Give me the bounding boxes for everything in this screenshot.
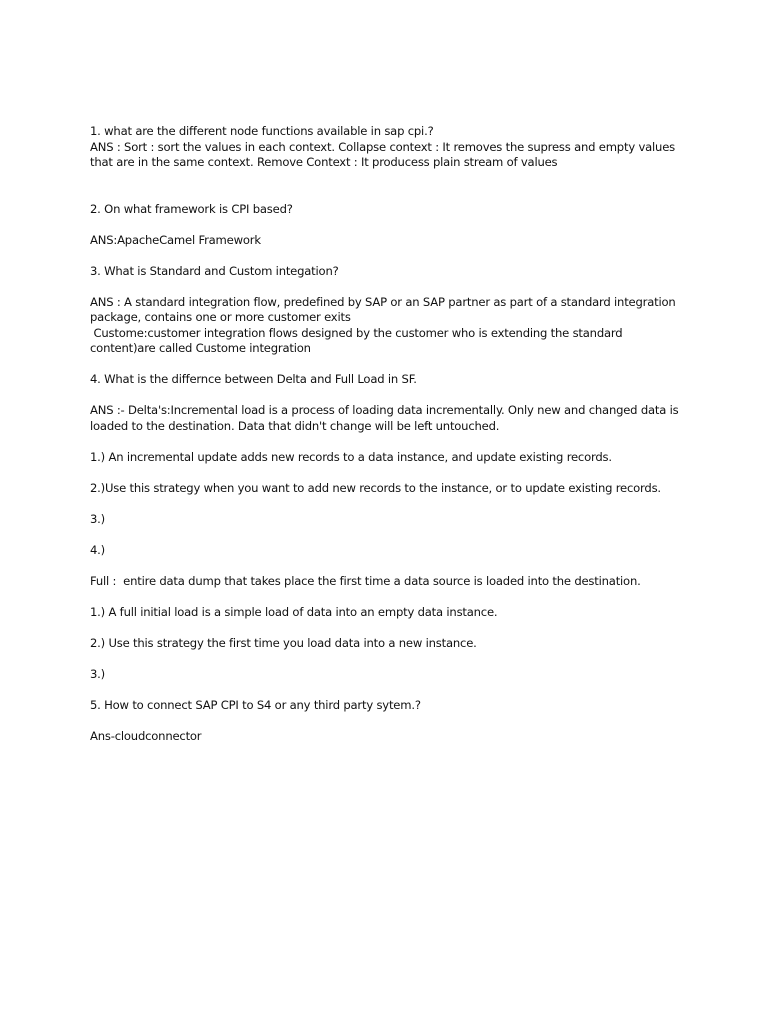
answer-1-line-1: ANS : Sort : sort the values in each context. Collapse context : It removes the supress and empty values	[90, 139, 675, 154]
full-definition: Full : entire data dump that takes place the first time a data source is loaded into the destination.	[90, 573, 641, 588]
spacer	[90, 496, 690, 512]
question-3: 3. What is Standard and Custom integation?	[90, 263, 339, 278]
spacer	[90, 217, 690, 233]
answer-1-line-2: that are in the same context. Remove Context : It producess plain stream of values	[90, 155, 558, 169]
spacer	[90, 713, 690, 729]
delta-point-1: 1.) An incremental update adds new records to a data instance, and update existing records.	[90, 449, 612, 464]
answer-4-line-1: ANS :- Delta's:Incremental load is a process of loading data incrementally. Only new and changed data is	[90, 403, 679, 417]
question-2: 2. On what framework is CPI based?	[90, 201, 293, 216]
answer-3-line-2: package, contains one or more customer exits	[90, 310, 351, 324]
answer-2: ANS:ApacheCamel Framework	[90, 232, 261, 247]
delta-point-4: 4.)	[90, 542, 105, 557]
question-1: 1. what are the different node functions available in sap cpi.?	[90, 124, 434, 138]
full-point-1: 1.) A full initial load is a simple load of data into an empty data instance.	[90, 604, 498, 619]
spacer	[90, 682, 690, 698]
spacer	[90, 620, 690, 636]
spacer	[90, 357, 690, 373]
answer-3-line-4: content)are called Custome integration	[90, 341, 311, 355]
delta-point-3: 3.)	[90, 511, 105, 526]
spacer	[90, 388, 690, 404]
full-point-3: 3.)	[90, 666, 105, 681]
spacer	[90, 465, 690, 481]
answer-3-line-3: Custome:customer integration flows designed by the customer who is extending the standard	[90, 325, 623, 340]
spacer	[90, 589, 690, 605]
delta-point-2: 2.)Use this strategy when you want to add new records to the instance, or to update existing records.	[90, 480, 661, 495]
spacer	[90, 171, 690, 202]
spacer	[90, 279, 690, 295]
spacer	[90, 527, 690, 543]
question-5: 5. How to connect SAP CPI to S4 or any third party sytem.?	[90, 697, 421, 712]
spacer	[90, 651, 690, 667]
answer-5: Ans-cloudconnector	[90, 728, 202, 743]
question-4: 4. What is the differnce between Delta and Full Load in SF.	[90, 372, 417, 386]
answer-3-line-1: ANS : A standard integration flow, predefined by SAP or an SAP partner as part of a standard integration	[90, 294, 676, 309]
answer-4-line-2: loaded to the destination. Data that didn't change will be left untouched.	[90, 418, 500, 433]
spacer	[90, 434, 690, 450]
spacer	[90, 558, 690, 574]
document-content	[90, 124, 690, 744]
spacer	[90, 248, 690, 264]
full-point-2: 2.) Use this strategy the first time you load data into a new instance.	[90, 635, 477, 650]
